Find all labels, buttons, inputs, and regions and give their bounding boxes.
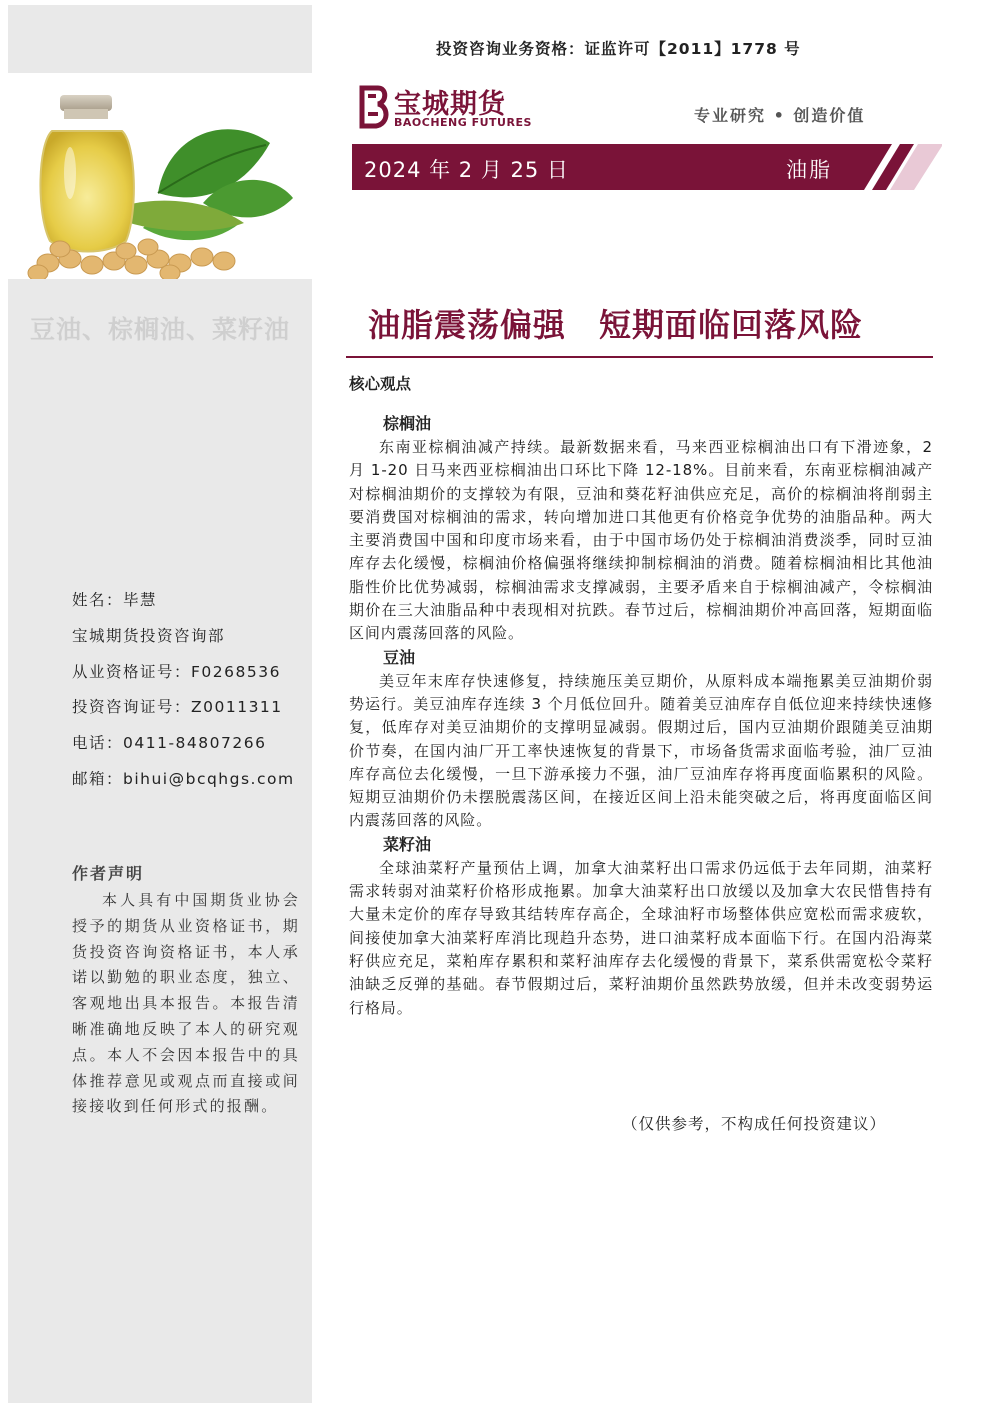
analyst-contact (72, 589, 295, 804)
declaration-title: 作者声明 (72, 864, 145, 883)
core-view-label: 核心观点 (349, 375, 412, 393)
section-body-palm-oil: 东南亚棕榈油减产持续。最新数据来看，马来西亚棕榈油出口有下滑迹象，2 月 1-20 日马来西亚棕榈油出口环比下降 12-18%。目前来看，东南亚棕榈油减产对棕榈油期价的支撑较为有限，豆油和葵花籽油供应充足，高价的棕榈油将削弱主要消费国对棕榈油的需求，转向增加进口其他更有价格竞争优势的油脂品种。两大主要消费国中国和印度市场来看，由于中国市场仍处于棕榈油消费淡季，同时豆油库存去化缓慢，棕榈油价格偏强将继续抑制棕榈油的消费。随着棕榈油相比其他油脂性价比优势减弱，棕榈油需求支撑减弱，主要矛盾来自于棕榈油减产，令棕榈油期价在三大油脂品种中表现相对抗跌。春节过后，棕榈油期价冲高回落，短期面临区间内震荡回落的风险。 (349, 438, 933, 643)
section-body-rapeseed-oil: 全球油菜籽产量预估上调，加拿大油菜籽出口需求仍远低于去年同期，油菜籽需求转弱对油菜籽价格形成拖累。加拿大油菜籽出口放缓以及加拿大农民惜售持有大量未定价的库存导致其结转库存高企，全球油籽市场整体供应宽松而需求疲软，间接使加拿大油菜籽库消比现趋升态势，进口油菜籽成本面临下行。在国内沿海菜籽供应充足，菜粕库存累积和菜籽油库存去化缓慢的背景下，菜系供需宽松令菜籽油缺乏反弹的基础。春节假期过后，菜籽油期价虽然跌势放缓，但并未改变弱势运行格局。 (349, 858, 933, 1017)
report-title: 油脂震荡偏强 短期面临回落风险 (368, 306, 864, 344)
report-date: 2024 年 2 月 25 日 (364, 158, 569, 182)
analyst-name: 姓名：毕慧 (72, 591, 158, 609)
section-heading-palm-oil: 棕榈油 (383, 414, 432, 433)
logo-english-name: BAOCHENG FUTURES (394, 116, 532, 129)
sidebar (8, 5, 312, 1403)
email-address[interactable]: 邮箱：bihui@bcqhgs.com (72, 769, 295, 788)
logo-chinese-name: 宝城期货 (394, 89, 506, 120)
consulting-license: 投资咨询证号：Z0011311 (72, 698, 283, 717)
cover-photo (8, 73, 312, 279)
qualification-line: 投资咨询业务资格：证监许可【2011】1778 号 (436, 40, 801, 58)
analyst-department: 宝城期货投资咨询部 (72, 626, 226, 645)
disclaimer: （仅供参考，不构成任何投资建议） (622, 1115, 887, 1133)
section-heading-rapeseed-oil: 菜籽油 (383, 834, 432, 854)
report-content (349, 412, 933, 1020)
report-category: 油脂 (786, 158, 832, 182)
title-divider (346, 356, 933, 358)
company-logo (356, 84, 532, 130)
declaration-body: 本人具有中国期货业协会授予的期货从业资格证书，期货投资咨询资格证书，本人承诺以勤勉的职业态度，独立、客观地出具本报告。本报告清晰准确地反映了本人的研究观点。本人不会因本报告中的具体推荐意见或观点而直接或间接接收到任何形式的报酬。 (72, 891, 300, 1116)
slogan: 专业研究 • 创造价值 (694, 106, 866, 125)
baocheng-logo-icon (356, 84, 390, 130)
sidebar-topics: 豆油、棕榈油、菜籽油 (29, 315, 290, 344)
oil-jar-and-beans-illustration (8, 73, 312, 279)
practice-license: 从业资格证号：F0268536 (72, 662, 281, 681)
section-heading-soybean-oil: 豆油 (383, 647, 416, 667)
phone-number: 电话：0411-84807266 (72, 734, 267, 753)
section-body-soybean-oil: 美豆年末库存快速修复，持续施压美豆期价，从原料成本端拖累美豆油期价弱势运行。美豆油库存连续 3 个月低位回升。随着美豆油库存自低位迎来持续快速修复，低库存对美豆油期价的支撑明显减弱。假期过后，国内豆油期价跟随美豆油期价节奏，在国内油厂开工率快速恢复的背景下，市场备货需求面临考验，油厂豆油库存高位去化缓慢，一旦下游承接力不强，油厂豆油库存将再度面临累积的风险。短期豆油期价仍未摆脱震荡区间，在接近区间上沿未能突破之后，将再度面临区间内震荡回落的风险。 (349, 671, 933, 830)
date-category-banner (352, 144, 942, 190)
